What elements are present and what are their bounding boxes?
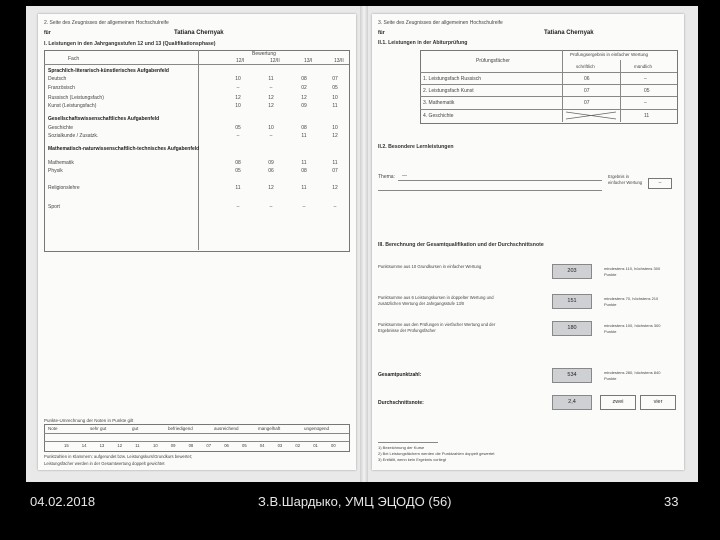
footnote-2: 2) Bei Leistungsfächern werden die Punktzahlen doppelt gewertet [378, 451, 495, 456]
col-group-header: Bewertung [252, 51, 276, 57]
scale-point: 06 [224, 443, 229, 448]
table-row: Russisch (Leistungsfach) 12 12 12 10 [48, 95, 338, 101]
scale-point: 09 [170, 443, 176, 448]
avg-label: Durchschnittsnote: [378, 400, 424, 406]
left-for-label: für [44, 30, 51, 36]
scale-point: 05 [242, 443, 247, 448]
scanned-certificate [26, 6, 698, 482]
calc-note-3: mindestens 100, höchstens 300 Punkte [604, 323, 661, 334]
thema-value: — [402, 173, 407, 179]
left-student-name: Tatiana Chernyak [174, 30, 224, 36]
footnote-1: 1) Bezeichnung der Kurse [378, 445, 425, 450]
right-student-name: Tatiana Chernyak [544, 30, 594, 36]
right-section-3: III. Berechnung der Gesamtqualifikation und der Durchschnittsnote [378, 242, 544, 248]
scale-point: 04 [259, 443, 265, 448]
calc-value-1: 203 [552, 264, 592, 279]
footer-page-number: 33 [664, 494, 679, 509]
table-row: Deutsch 10 11 08 07 [48, 76, 338, 82]
ergebnis-value: – [648, 178, 672, 189]
group-science: Mathematisch-naturwissenschaftlich-technisches Aufgabenfeld [48, 146, 200, 152]
page-gutter [360, 6, 368, 482]
col-written-header: schriftlich [576, 64, 595, 69]
total-value: 534 [552, 368, 592, 383]
scale-point: 02 [295, 443, 301, 448]
right-section-1: II.1. Leistungen in der Abiturprüfung [378, 40, 468, 46]
table-row: Mathematik 08 09 11 11 [48, 160, 338, 166]
footnote-3: 3) Entfällt, wenn kein Ergebnis vorliegt [378, 457, 447, 462]
ergebnis-label: Ergebnis in einfacher Wertung [608, 174, 643, 185]
group-social: Gesellschaftswissenschaftliches Aufgabenfeld [48, 116, 160, 122]
scale-note-1: Punktzahlen in Klammern: aufgerundet bzw. Leistungskurs/Grundkurs bewertet; [44, 454, 193, 459]
thema-label: Thema: [378, 174, 395, 180]
calc-note-2: mindestens 70, höchstens 210 Punkte [604, 296, 659, 307]
table-row: Sport – – – – [48, 204, 337, 210]
exam-table [420, 50, 678, 124]
scale-point: 08 [188, 443, 194, 448]
left-page: 2. Seite des Zeugnisses der allgemeinen Hochschulreife für Tatiana Chernyak I. Leistungen in den Jahrgangsstufen 12 und 13 (Qualifikationsphase) Fach Bewertung 12/I 12/II 13/I 13/II Sprachlich-literarisch-künstlerisches Aufgabenfeld Deutsch 10 11 08 07 Französisch – – 02 05 Russisch (Leistungsfach) 12 12 12 10 Kunst (Leistungsfach) 10 12 09 11 Gesellschaftswissenschaftliches Aufgabenfeld Geschichte 05 10 08 10 Sozialkunde / Zusatzk. – – 11 12 Mathematisch-naturwissenschaftlich-technisches Aufgabenfeld Mathematik 08 09 11 11 Physik 05 06 08 07 Religionslehre 11 12 11 12 Sport – – – – Punkte-Umrechnung der Noten in Punkte gilt Note sehr gut gut befriedigend ausreichend mangelhaft ungenügend 15 14 13 12 11 10 09 08 07 06 05 04 03 02 01 00 Punktzahlen in Klammern: aufgerundet bzw. Leistungskurs/Grundkurs bewertet; Leistungsfächer werden in der Gesamtwertung doppelt gewichtet [38, 14, 356, 470]
total-label: Gesamtpunktzahl: [378, 372, 422, 378]
right-page: 3. Seite des Zeugnisses der allgemeinen Hochschulreife für Tatiana Chernyak II.1. Leistungen in der Abiturprüfung Prüfungsfächer Prüfungsergebnis in einfacher Wertung schriftlich mündlich 1. Leistungsfach Russisch 06 – 2. Leistungsfach Kunst 07 05 3. Mathematik 07 – 4. Geschichte 11 II.2. Besondere Lernleistungen Thema: — Ergebnis in einfacher Wertung – III. Berechnung der Gesamtqualifikation und der Durchschnittsnote Punktsumme aus 10 Grundkursen in einfacher Wertung 203 mindestens 110, höchstens 300 Punkte Punktsumme aus 6 Leistungskursen in doppelter Wertung und zusätzlichen Wertung der Jahrgangsstufe 13/II 151 mindestens 70, höchstens 210 Punkte Punktsumme aus den Prüfungen in vierfacher Wertung und der Ergebnisse der Prüfungsfächer 180 mindestens 100, höchstens 300 Punkte Gesamtpunktzahl: 534 mindestens 280, höchstens 840 Punkte Durchschnittsnote: 2,4 zwei vier 1) Bezeichnung der Kurse 2) Bei Leistungsfächern werden die Punktzahlen doppelt gewertet 3) Entfällt, wenn kein Ergebnis vorliegt [372, 14, 684, 470]
exam-row-name: 1. Leistungsfach Russisch [423, 76, 482, 82]
table-row: Französisch – – 02 05 [48, 85, 338, 91]
col-13-2: 13/II [334, 58, 344, 64]
exam-row-name: 2. Leistungsfach Kunst [423, 88, 474, 94]
exam-row-name: 3. Mathematik [423, 100, 455, 106]
scale-point: 10 [153, 443, 158, 448]
col-exam-header: Prüfungsfächer [476, 58, 510, 64]
scale-point: 11 [135, 443, 140, 448]
scale-point: 07 [206, 443, 212, 448]
calc-note-1: mindestens 110, höchstens 300 Punkte [604, 266, 661, 277]
scale-point: 14 [81, 443, 87, 448]
table-row: Physik 05 06 08 07 [48, 168, 338, 174]
crossed-out-cell [562, 109, 620, 122]
table-row: Religionslehre 11 12 11 12 [48, 185, 338, 191]
calc-label-1: Punktsumme aus 10 Grundkursen in einfacher Wertung [378, 264, 482, 269]
footer-date: 04.02.2018 [30, 494, 96, 509]
col-12-2: 12/II [270, 58, 280, 64]
right-top-note: 3. Seite des Zeugnisses der allgemeinen Hochschulreife [378, 20, 503, 26]
group-language: Sprachlich-literarisch-künstlerisches Aufgabenfeld [48, 68, 169, 74]
avg-word-2: vier [640, 395, 676, 410]
table-row: Geschichte 05 10 08 10 [48, 125, 338, 131]
scale-point: 01 [313, 443, 318, 448]
col-oral-header: mündlich [634, 64, 653, 69]
table-row: Kunst (Leistungsfach) 10 12 09 11 [48, 103, 338, 109]
right-for-label: für [378, 30, 385, 36]
scale-note-2: Leistungsfächer werden in der Gesamtwertung doppelt gewichtet [44, 461, 165, 466]
left-top-note: 2. Seite des Zeugnisses der allgemeinen Hochschulreife [44, 20, 169, 26]
scale-point: 12 [117, 443, 123, 448]
col-result-header: Prüfungsergebnis in einfacher Wertung [570, 52, 648, 57]
col-subject-header: Fach [68, 56, 80, 62]
col-13-1: 13/I [304, 58, 313, 64]
total-note: mindestens 280, höchstens 840 Punkte [604, 370, 661, 381]
scale-title: Punkte-Umrechnung der Noten in Punkte gilt [44, 418, 134, 423]
avg-value: 2,4 [552, 395, 592, 410]
scale-point: 15 [64, 443, 69, 448]
calc-value-3: 180 [552, 321, 592, 336]
avg-word-1: zwei [600, 395, 636, 410]
right-section-2: II.2. Besondere Lernleistungen [378, 144, 454, 150]
calc-label-2: Punktsumme aus 6 Leistungskursen in doppelter Wertung und zusätzlichen Wertung der Jahrgangsstufe 13/II [378, 295, 494, 306]
left-section-title: I. Leistungen in den Jahrgangsstufen 12 und 13 (Qualifikationsphase) [44, 41, 216, 47]
exam-row-name: 4. Geschichte [423, 113, 454, 119]
scale-point: 13 [99, 443, 105, 448]
scale-point: 00 [331, 443, 336, 448]
calc-label-3: Punktsumme aus den Prüfungen in vierfacher Wertung und der Ergebnisse der Prüfungsfächer [378, 322, 496, 333]
scale-point: 03 [277, 443, 283, 448]
table-row: Sozialkunde / Zusatzk. – – 11 12 [48, 133, 338, 139]
col-12-1: 12/I [236, 58, 245, 64]
calc-value-2: 151 [552, 294, 592, 309]
footer-author: З.В.Шардыко, УМЦ ЭЦОДО (56) [258, 494, 452, 509]
